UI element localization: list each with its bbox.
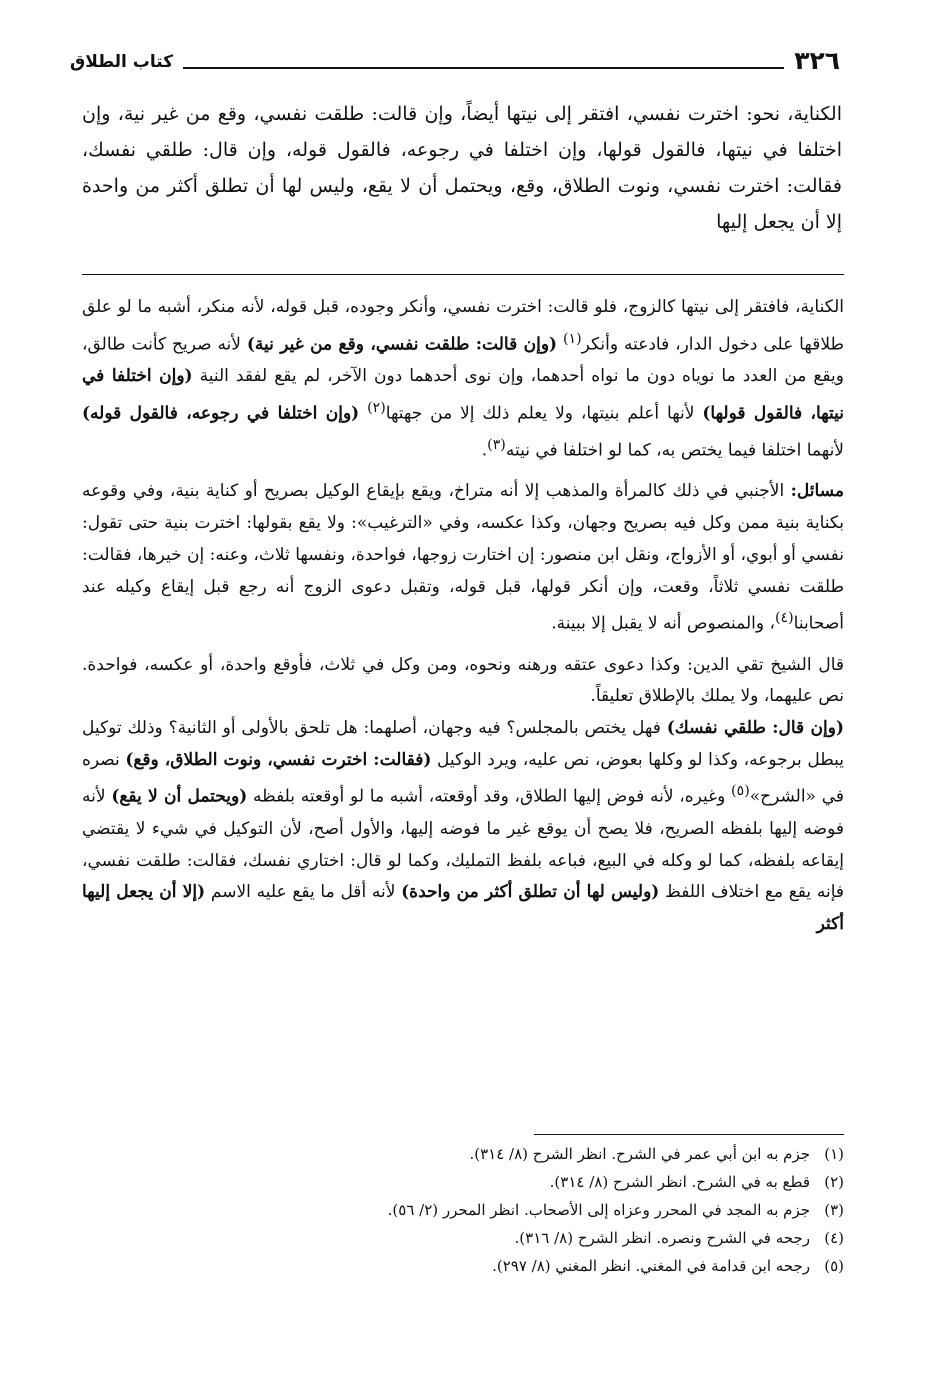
footnote: [204, 1252, 844, 1280]
footnotes: [204, 1140, 844, 1280]
text-run: لأنهما اختلفا فيما يختص به، كما لو اختلفا في نيته: [505, 440, 844, 461]
text-run: الأجنبي في ذلك كالمرأة والمذهب إلا أنه متراخ، ويقع بإيقاع الوكيل بصريح أو كناية بنية، وفي وقوعه بكناية بنية ممن وكل فيه بصريح وجهان، وكذا عكسه، وفي «الترغيب»: ولا يقع بقولها: اخترت بنية حتى تقول: نفسي أو أبوي، أو الأزواج، ونقل ابن منصور: إن اختارت زوجها، فواحدة، ونفسها ثلاث، وعنه: إن خيرها، فقالت: طلقت نفسي ثلاثاً، وقعت، وإن أنكر قولها، قبل قوله، وتقبل دعوى الزوج أنه رجع قبل إيقاع وكيله عند أصحابنا: [82, 481, 844, 634]
footnote: [204, 1224, 844, 1252]
text-run: الكناية، فافتقر إلى نيتها كالزوج، فلو قالت: اخترت نفسي، وأنكر وجوده، قبل قوله، لأنه منكر، أشبه ما لو علق طلاقها على دخول الدار، فادعته وأنكر: [82, 297, 844, 355]
matn-quote: (وليس لها أن تطلق أكثر من واحدة): [401, 882, 660, 903]
matn-text: [82, 96, 842, 240]
footnote-ref-4: (٤): [774, 610, 794, 627]
commentary-paragraph-2: [82, 476, 844, 640]
matn-quote: (وإن قالت: طلقت نفسي، وقع من غير نية): [246, 334, 558, 355]
footnote-text: قطع به في الشرح. انظر الشرح (٨/ ٣١٤).: [549, 1173, 810, 1191]
commentary: [82, 292, 844, 941]
text-run: [359, 403, 367, 423]
footnote-number: (١): [824, 1145, 844, 1163]
matn-quote: (وإن قال: طلقي نفسك): [666, 718, 844, 739]
section-heading: مسائل:: [790, 481, 844, 502]
text-run: ، والمنصوص أنه لا يقبل إلا ببينة.: [551, 613, 775, 634]
footnote-text: رجحه ابن قدامة في المغني. انظر المغني (٨/ ٢٩٧).: [492, 1257, 810, 1275]
matn-quote: (إلا أن يجعل إليها أكثر: [82, 882, 844, 934]
footnote-ref-3: (٣): [487, 437, 506, 454]
text-run: لأنها أعلم بنيتها، ولا يعلم ذلك إلا من جهتها: [385, 403, 703, 424]
header-rule: [183, 67, 784, 69]
matn-quote: (فقالت: اخترت نفسي، ونوت الطلاق، وقع): [125, 749, 432, 770]
footnote-ref-5: (٥): [731, 783, 750, 800]
footnote: [204, 1196, 844, 1224]
footnote-text: جزم به المجد في المحرر وعزاه إلى الأصحاب. انظر المحرر (٢/ ٥٦).: [387, 1201, 810, 1219]
footnote-ref-1: (١): [562, 330, 582, 347]
text-run: لأنه فوضه إليها بلفظه الصريح، فلا يصح أن يوقع غير ما فوضه إليها، والأول أصح، لأن التوكيل في شيء لا يقتضي إيقاعه بلفظه، كما لو وكله في البيع، فباعه بلفظ التمليك، وكما لو قال: اختاري نفسك، فقالت: طلقت نفسي، فإنه يقع مع اختلاف اللفظ: [82, 787, 845, 903]
footnote-ref-2: (٢): [367, 399, 386, 416]
matn-quote: (ويحتمل أن لا يقع): [111, 787, 248, 808]
page-header: [70, 40, 840, 78]
footnote-text: جزم به ابن أبي عمر في الشرح. انظر الشرح (٨/ ٣١٤).: [469, 1145, 810, 1163]
text-run: لأنه أقل ما يقع عليه الاسم: [205, 882, 402, 903]
footnote-divider: [534, 1134, 844, 1135]
page-number: ٣٢٦: [794, 46, 840, 75]
footnote: [204, 1168, 844, 1196]
book-title: كتاب الطلاق: [70, 52, 174, 72]
footnote-number: (٣): [824, 1201, 844, 1219]
matn-paragraph: الكناية، نحو: اخترت نفسي، افتقر إلى نيتها أيضاً، وإن قالت: طلقت نفسي، وقع من غير نية، وإن اختلفا في نيتها، فالقول قولها، وإن اختلفا في رجوعه، فالقول قوله، وإن قال: طلقي نفسك، فقالت: اخترت نفسي، ونوت الطلاق، وقع، ويحتمل أن لا يقع، وليس لها أن تطلق أكثر من واحدة إلا أن يجعل إليها: [82, 103, 842, 233]
footnote-number: (٢): [824, 1173, 844, 1191]
footnote-text: رجحه في الشرح ونصره. انظر الشرح (٨/ ٣١٦).: [514, 1229, 810, 1247]
text-run: وغيره، لأنه فوض إليها الطلاق، وقد أوقعته، أشبه ما لو أوقعته بلفظه: [247, 787, 732, 808]
text-run: فهل يختص بالمجلس؟ فيه وجهان، أصلهما: هل تلحق بالأولى أو الثانية؟ وذلك توكيل يبطل برجوعه، وكذا لو وكلها بعوض، نص عليه، ويرد الوكيل: [82, 718, 845, 770]
matn-quote: (وإن اختلفا في نيتها، فالقول قولها): [82, 366, 845, 424]
commentary-paragraph-4: [82, 713, 844, 941]
text-run: لأنه صريح كأنت طالق، ويقع من العدد ما نوياه دون ما نواه أحدهما، وإن نوى أحدهما دون الآخر، لم يقع لفقد النية: [82, 334, 844, 387]
text-run: نصره في «الشرح»: [82, 749, 844, 808]
footnote: [204, 1140, 844, 1168]
commentary-paragraph-3: قال الشيخ تقي الدين: وكذا دعوى عتقه ورهنه ونحوه، ومن وكل في ثلاث، فأوقع واحدة، أو عكسه، فواحدة. نص عليهما، ولا يملك بالإطلاق تعليقاً.: [82, 654, 844, 707]
footnote-number: (٥): [824, 1257, 844, 1275]
footnote-number: (٤): [824, 1229, 844, 1247]
matn-divider: [82, 274, 844, 275]
text-run: .: [481, 440, 488, 461]
commentary-paragraph-1: [82, 292, 844, 467]
matn-quote: (وإن اختلفا في رجوعه، فالقول قوله): [82, 403, 360, 424]
